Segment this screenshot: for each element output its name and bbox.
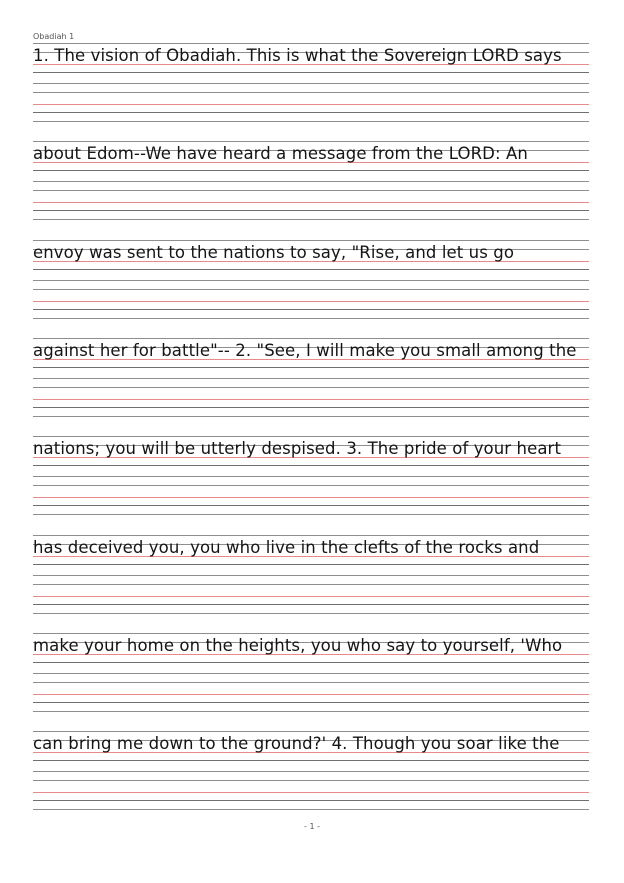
verse-text-line: has deceived you, you who live in the clefts of the rocks and [33, 537, 540, 557]
ruling-line [33, 465, 589, 466]
ruling-line [33, 269, 589, 270]
practice-line-block [33, 633, 589, 731]
ruling-line [33, 497, 589, 498]
practice-line-block [33, 240, 589, 338]
ruling-line [33, 485, 589, 486]
ruling-line [33, 289, 589, 290]
ruling-line [33, 760, 589, 761]
ruling-line [33, 604, 589, 605]
ruling-line [33, 280, 589, 281]
ruling-line [33, 43, 589, 44]
ruling-line [33, 535, 589, 536]
practice-line-block [33, 141, 589, 239]
ruling-line [33, 575, 589, 576]
ruling-line [33, 121, 589, 122]
ruling-line [33, 92, 589, 93]
ruling-line [33, 694, 589, 695]
ruling-line [33, 367, 589, 368]
practice-line-block [33, 535, 589, 633]
ruling-line [33, 141, 589, 142]
ruling-line [33, 407, 589, 408]
ruling-line [33, 83, 589, 84]
ruling-line [33, 202, 589, 203]
ruling-line [33, 711, 589, 712]
practice-line-block [33, 338, 589, 436]
ruling-line [33, 301, 589, 302]
practice-line-block [33, 731, 589, 829]
ruling-line [33, 318, 589, 319]
ruling-line [33, 181, 589, 182]
ruling-line [33, 170, 589, 171]
verse-text-line: 1. The vision of Obadiah. This is what the Sovereign LORD says [33, 46, 562, 65]
ruling-line [33, 633, 589, 634]
ruling-line [33, 210, 589, 211]
ruling-line [33, 682, 589, 683]
practice-line-block [33, 43, 589, 141]
ruling-line [33, 338, 589, 339]
ruling-line [33, 800, 589, 801]
ruling-line [33, 240, 589, 241]
ruling-line [33, 387, 589, 388]
ruling-line [33, 219, 589, 220]
ruling-line [33, 564, 589, 565]
ruling-line [33, 673, 589, 674]
ruling-line [33, 771, 589, 772]
verse-text-line: about Edom--We have heard a message from the LORD: An [33, 144, 528, 164]
ruling-line [33, 613, 589, 614]
page-header: Obadiah 1 [33, 32, 75, 41]
ruling-line [33, 702, 589, 703]
verse-text-line: nations; you will be utterly despised. 3. The pride of your heart [33, 439, 562, 459]
practice-line-block [33, 436, 589, 534]
ruling-line [33, 514, 589, 515]
verse-text-line: envoy was sent to the nations to say, "Rise, and let us go [33, 242, 515, 262]
ruling-line [33, 436, 589, 437]
page-number: - 1 - [304, 822, 320, 831]
ruling-line [33, 792, 589, 793]
ruling-line [33, 731, 589, 732]
ruling-line [33, 378, 589, 379]
ruling-line [33, 104, 589, 105]
ruling-line [33, 596, 589, 597]
ruling-line [33, 416, 589, 417]
ruling-line [33, 72, 589, 73]
ruling-line [33, 309, 589, 310]
verse-text-line: against her for battle"-- 2. "See, I will make you small among the [33, 340, 577, 360]
ruling-line [33, 399, 589, 400]
ruling-line [33, 476, 589, 477]
ruling-line [33, 662, 589, 663]
ruling-line [33, 780, 589, 781]
ruling-line [33, 809, 589, 810]
verse-text-line: can bring me down to the ground?' 4. Though you soar like the [33, 734, 560, 754]
ruling-line [33, 505, 589, 506]
ruling-line [33, 584, 589, 585]
verse-text-line: make your home on the heights, you who say to yourself, 'Who [33, 635, 563, 655]
ruling-line [33, 112, 589, 113]
ruling-line [33, 190, 589, 191]
